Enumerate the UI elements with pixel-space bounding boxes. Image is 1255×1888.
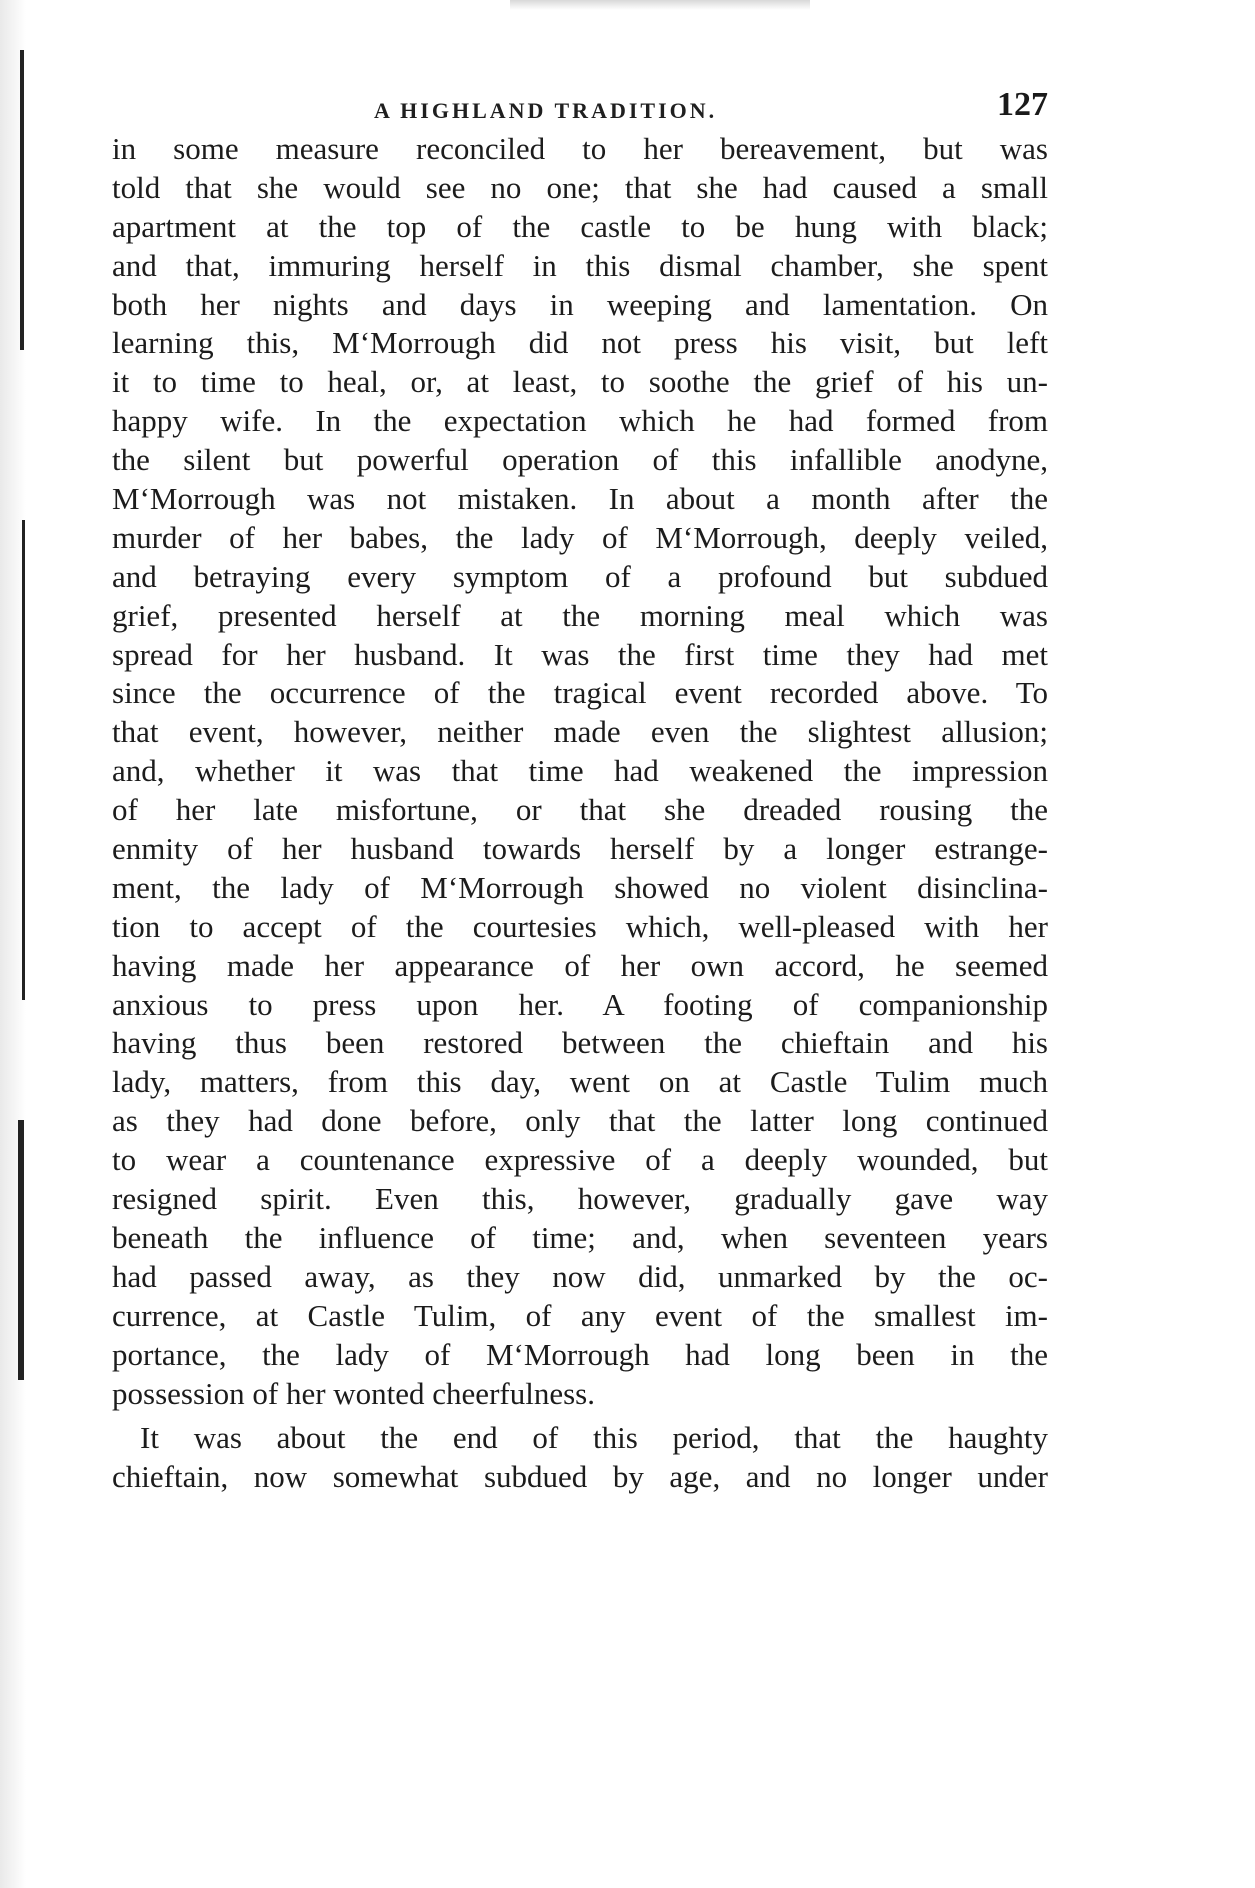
body-text — [112, 130, 1048, 1497]
binding-mark — [22, 520, 25, 1000]
text-line: spread for her husband. It was the first time they had met — [112, 636, 1048, 672]
text-line: anxious to press upon her. A footing of companionship — [112, 986, 1048, 1022]
page-header — [112, 86, 1048, 136]
text-line: and that, immuring herself in this dismal chamber, she spent — [112, 247, 1048, 283]
text-line: murder of her babes, the lady of M‘Morrough, deeply veiled, — [112, 519, 1048, 555]
text-line: learning this, M‘Morrough did not press his visit, but left — [112, 325, 1048, 361]
text-line: having thus been restored between the chieftain and his — [112, 1025, 1048, 1061]
text-line: having made her appearance of her own accord, he seemed — [112, 947, 1048, 983]
text-line: grief, presented herself at the morning meal which was — [112, 597, 1048, 633]
paragraph — [112, 130, 1048, 1413]
text-line: had passed away, as they now did, unmarked by the oc- — [112, 1258, 1048, 1294]
text-line: tion to accept of the courtesies which, well-pleased with her — [112, 908, 1048, 944]
text-line: portance, the lady of M‘Morrough had long been in the — [112, 1336, 1048, 1372]
text-line: enmity of her husband towards herself by a longer estrange- — [112, 831, 1048, 867]
binding-mark — [20, 50, 24, 350]
text-line: chieftain, now somewhat subdued by age, and no longer under — [112, 1459, 1048, 1495]
text-line: in some measure reconciled to her bereavement, but was — [112, 131, 1048, 166]
running-head: A HIGHLAND TRADITION. — [374, 98, 718, 123]
text-line: currence, at Castle Tulim, of any event of the smallest im- — [112, 1297, 1048, 1333]
text-line: the silent but powerful operation of this infallible anodyne, — [112, 442, 1048, 478]
print-smudge — [510, 0, 810, 10]
paragraph — [112, 1419, 1048, 1497]
text-line: and betraying every symptom of a profound but subdued — [112, 558, 1048, 594]
text-line: lady, matters, from this day, went on at Castle Tulim much — [112, 1064, 1048, 1100]
binding-mark — [18, 1120, 24, 1380]
text-line: It was about the end of this period, that the haughty — [140, 1420, 1048, 1456]
text-line: that event, however, neither made even the slightest allusion; — [112, 714, 1048, 750]
text-line: possession of her wonted cheerfulness. — [112, 1375, 595, 1411]
text-line: resigned spirit. Even this, however, gradually gave way — [112, 1181, 1048, 1217]
text-line: of her late misfortune, or that she dreaded rousing the — [112, 792, 1048, 828]
text-line: to wear a countenance expressive of a deeply wounded, but — [112, 1142, 1048, 1178]
text-line: both her nights and days in weeping and lamentation. On — [112, 286, 1048, 322]
text-line: ment, the lady of M‘Morrough showed no violent disinclina- — [112, 869, 1048, 905]
page-number: 127 — [997, 86, 1048, 123]
text-line: since the occurrence of the tragical event recorded above. To — [112, 675, 1048, 711]
text-line: happy wife. In the expectation which he had formed from — [112, 403, 1048, 439]
text-line: told that she would see no one; that she had caused a small — [112, 169, 1048, 205]
text-line: as they had done before, only that the latter long continued — [112, 1103, 1048, 1139]
text-line: it to time to heal, or, at least, to soothe the grief of his un- — [112, 364, 1048, 400]
text-line: beneath the influence of time; and, when seventeen years — [112, 1219, 1048, 1255]
text-line: M‘Morrough was not mistaken. In about a month after the — [112, 481, 1048, 517]
text-line: apartment at the top of the castle to be hung with black; — [112, 208, 1048, 244]
text-line: and, whether it was that time had weakened the impression — [112, 753, 1048, 789]
